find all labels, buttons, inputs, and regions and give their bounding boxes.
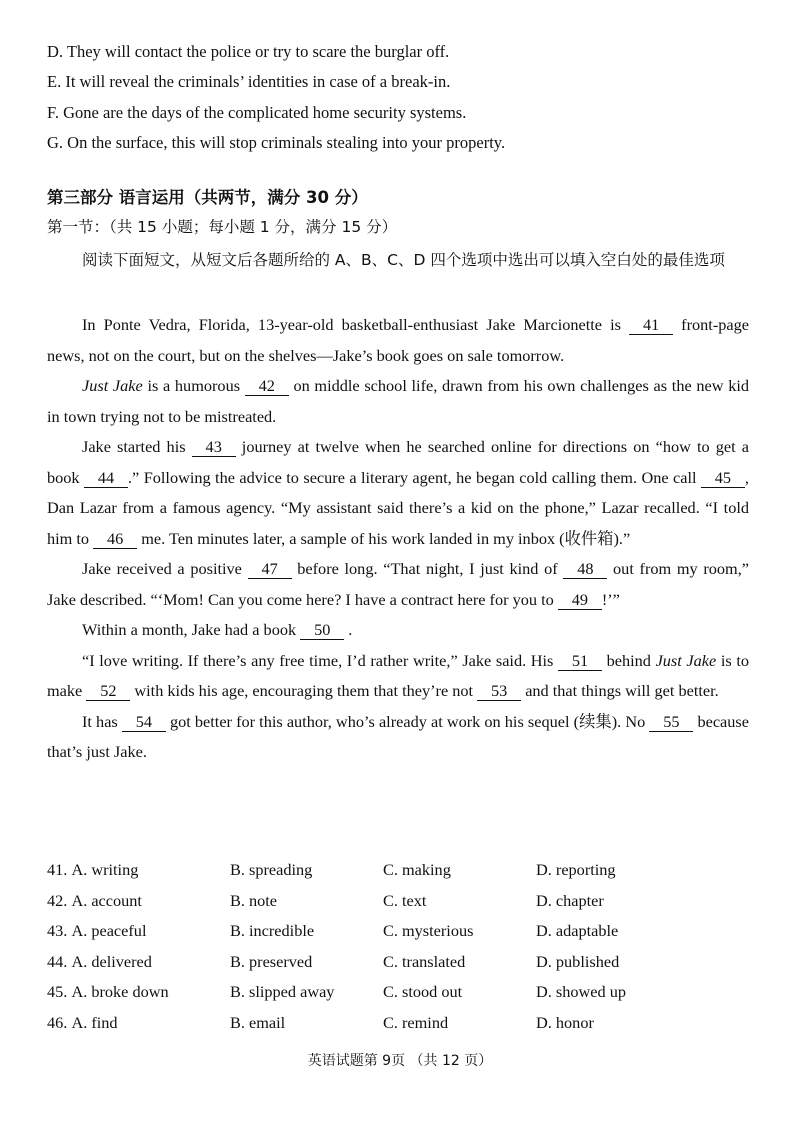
passage-paragraph: Jake started his 43 journey at twelve when he searched online for directions on “how to get a book 44 .” Following the advice to secure a literary agent, he began cold calling them. One call 45 , Dan Lazar from a famous agency. “My assistant said there’s a kid on the phone,” Lazar recalled. “I told him to 46 me. Ten minutes later, a sample of his work landed in my inbox (收件箱).”: [47, 437, 749, 548]
choice-b: B. spreading: [230, 860, 313, 880]
option-letter: D.: [47, 42, 64, 61]
choice-d: D. showed up: [536, 982, 626, 1002]
question-number: 42.: [47, 890, 68, 910]
choice-b: B. preserved: [230, 951, 313, 971]
option-text: They will contact the police or try to scare the burglar off.: [66, 42, 450, 61]
answer-options: [47, 855, 767, 1038]
question-row: [47, 855, 767, 886]
passage: [47, 310, 749, 768]
question-number: 41.: [47, 860, 68, 880]
option-letter: G.: [47, 133, 64, 152]
instruction: 阅读下面短文，从短文后各题所给的 A、B、C、D 四个选项中选出可以填入空白处的最佳选项: [82, 251, 725, 269]
part3-heading: 第三部分 语言运用（共两节，满分 30 分）: [47, 188, 368, 207]
blank-52: 52: [86, 682, 130, 701]
option-e: [47, 71, 450, 93]
choice-a: A. delivered: [71, 951, 152, 971]
choice-c: C. making: [383, 860, 451, 880]
choice-b: B. slipped away: [230, 982, 335, 1002]
blank-42: 42: [245, 377, 289, 396]
choice-c: C. translated: [383, 951, 466, 971]
choice-d: D. chapter: [536, 890, 604, 910]
passage-paragraph: Jake received a positive 47 before long. “That night, I just kind of 48 out from my room,” Jake described. “‘Mom! Can you come here? I have a contract here for you to 49 !’”: [47, 559, 750, 609]
choice-a: A. find: [71, 1012, 118, 1032]
blank-45: 45: [701, 469, 745, 488]
option-g: [47, 132, 505, 154]
choice-b: B. note: [230, 890, 278, 910]
option-text: On the surface, this will stop criminals stealing into your property.: [67, 133, 506, 152]
choice-a: A. account: [71, 890, 142, 910]
option-letter: F.: [47, 103, 59, 122]
question-number: 43.: [47, 921, 68, 941]
choice-a: A. writing: [71, 860, 139, 880]
choice-b: B. incredible: [230, 921, 315, 941]
blank-54: 54: [122, 713, 166, 732]
passage-paragraph: Just Jake is a humorous 42 on middle school life, drawn from his own challenges as the new kid in town trying not to be mistreated.: [47, 376, 750, 426]
choice-c: C. stood out: [383, 982, 463, 1002]
question-row: [47, 977, 767, 1008]
choice-c: C. text: [383, 890, 427, 910]
choice-c: C. mysterious: [383, 921, 474, 941]
question-row: [47, 947, 767, 978]
book-title: Just Jake: [655, 650, 717, 670]
page-footer: 英语试题第 9页 （共 12 页）: [307, 1053, 493, 1069]
blank-44: 44: [84, 469, 128, 488]
blank-47: 47: [248, 560, 292, 579]
choice-d: D. published: [536, 951, 620, 971]
blank-48: 48: [563, 560, 607, 579]
blank-51: 51: [558, 652, 602, 671]
choice-a: A. broke down: [71, 982, 169, 1002]
blank-46: 46: [93, 530, 137, 549]
choice-c: C. remind: [383, 1012, 449, 1032]
blank-41: 41: [629, 316, 673, 335]
option-d: [47, 41, 449, 63]
passage-paragraph: In Ponte Vedra, Florida, 13-year-old basketball-enthusiast Jake Marcionette is 41 front-page news, not on the court, but on the shelves—Jake’s book goes on sale tomorrow.: [47, 315, 749, 365]
option-text: It will reveal the criminals’ identities in case of a break-in.: [65, 72, 451, 91]
question-number: 46.: [47, 1012, 68, 1032]
option-text: Gone are the days of the complicated home security systems.: [63, 103, 467, 122]
passage-paragraph: It has 54 got better for this author, who’s already at work on his sequel (续集). No 55 because that’s just Jake.: [47, 711, 749, 761]
book-title: Just Jake: [82, 376, 143, 395]
choice-b: B. email: [230, 1012, 286, 1032]
passage-paragraph: “I love writing. If there’s any free time, I’d rather write,” Jake said. His 51 behind Just Jake is to make 52 with kids his age, encouraging them that they’re not 53 and that things will get better.: [47, 650, 749, 700]
option-letter: E.: [47, 72, 62, 91]
question-row: [47, 886, 767, 917]
section1-heading: 第一节：（共 15 小题；每小题 1 分，满分 15 分）: [47, 218, 398, 236]
choice-d: D. reporting: [536, 860, 616, 880]
blank-55: 55: [649, 713, 693, 732]
blank-43: 43: [192, 438, 236, 457]
choice-d: D. honor: [536, 1012, 594, 1032]
choice-a: A. peaceful: [71, 921, 147, 941]
blank-53: 53: [477, 682, 521, 701]
question-row: [47, 916, 767, 947]
option-f: [47, 102, 466, 124]
question-number: 45.: [47, 982, 68, 1002]
passage-paragraph: Within a month, Jake had a book 50 .: [82, 620, 353, 639]
blank-49: 49: [558, 591, 602, 610]
choice-d: D. adaptable: [536, 921, 619, 941]
blank-50: 50: [300, 621, 344, 640]
question-row: [47, 1008, 767, 1039]
question-number: 44.: [47, 951, 68, 971]
